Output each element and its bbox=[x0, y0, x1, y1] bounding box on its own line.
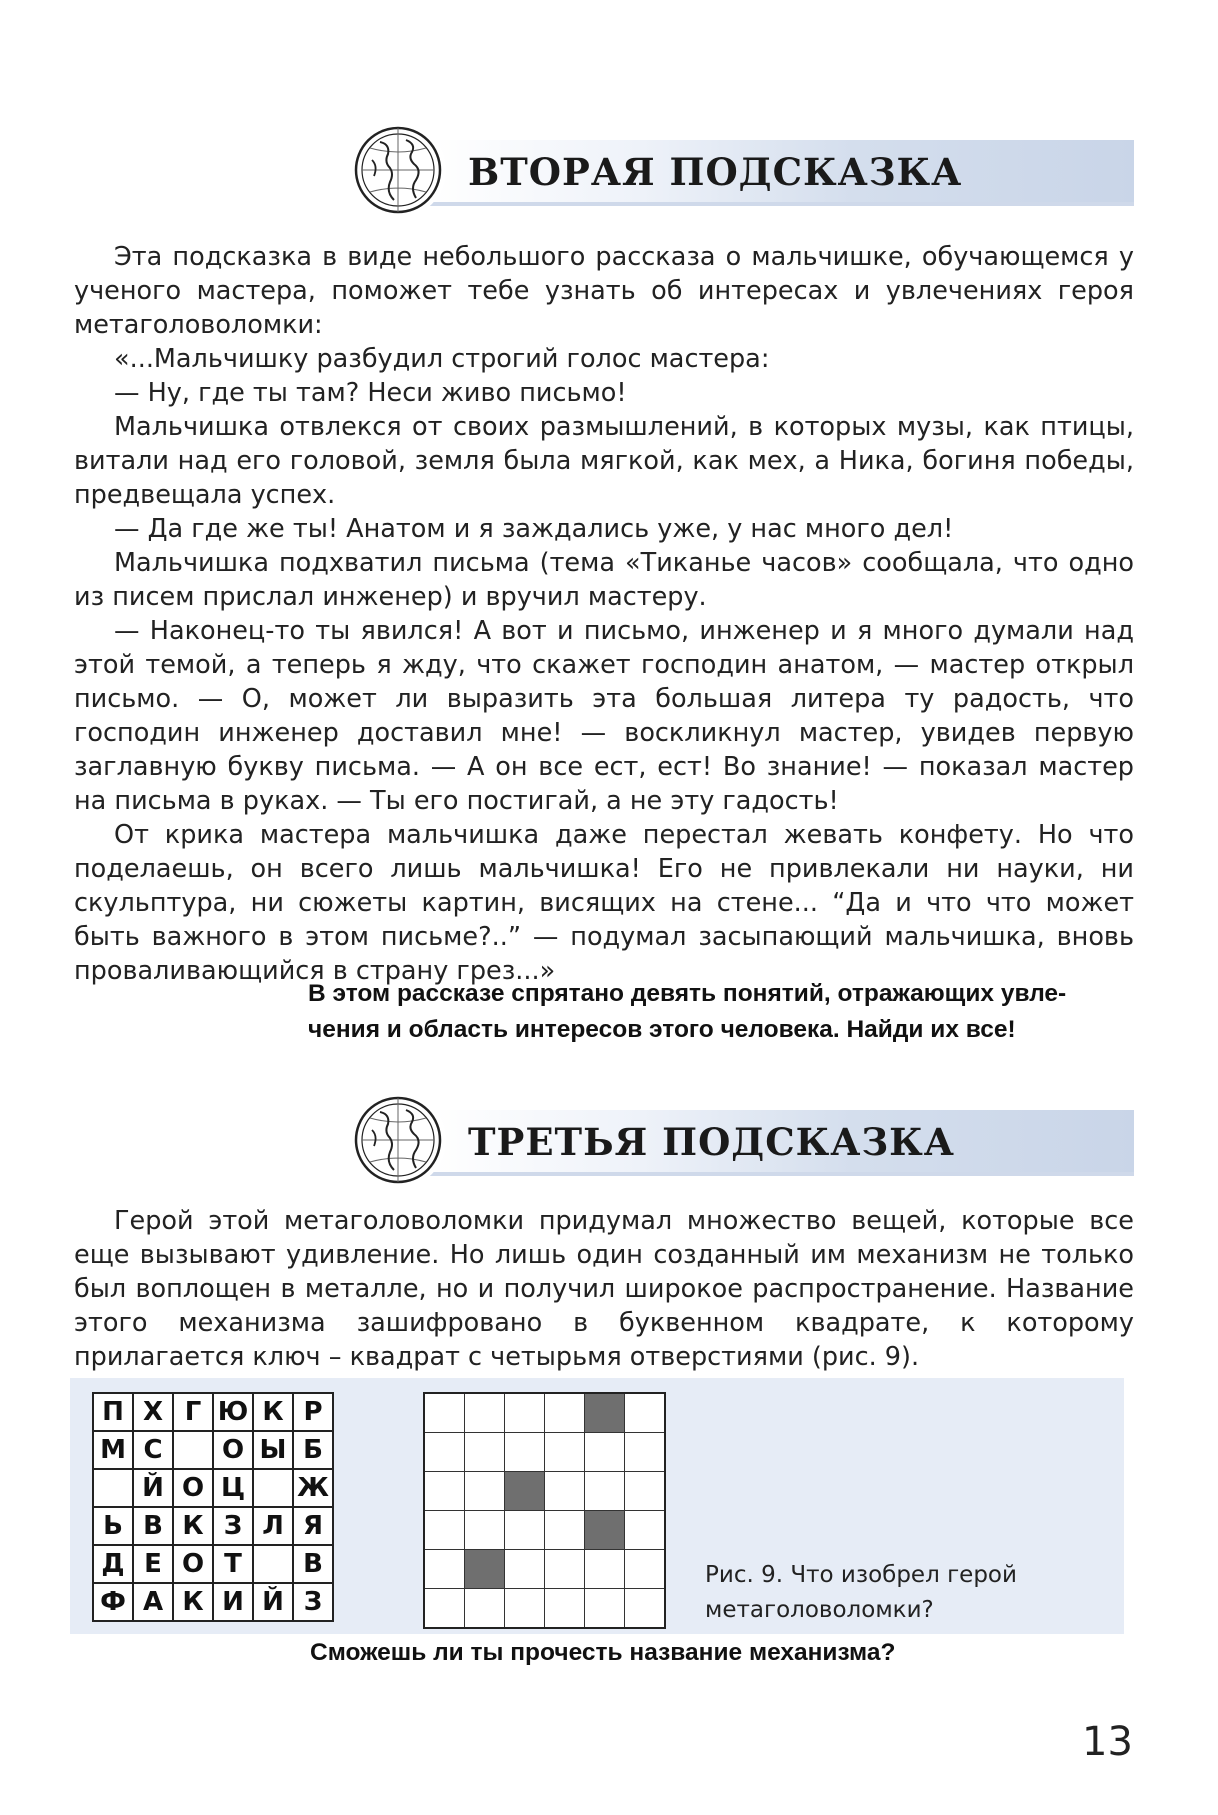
globe-icon bbox=[350, 1092, 446, 1188]
key-cell bbox=[545, 1433, 585, 1472]
key-cell bbox=[424, 1550, 465, 1589]
key-row bbox=[424, 1511, 665, 1550]
letter-cell: С bbox=[133, 1431, 173, 1469]
key-cell bbox=[545, 1511, 585, 1550]
key-cell bbox=[625, 1433, 666, 1472]
key-hole bbox=[585, 1511, 625, 1550]
section3-body bbox=[74, 1204, 1134, 1374]
letter-row bbox=[93, 1545, 333, 1583]
letter-row bbox=[93, 1393, 333, 1431]
letter-cell: Л bbox=[253, 1507, 293, 1545]
key-cell bbox=[545, 1472, 585, 1511]
section2-task: В этом рассказе спрятано девять понятий, отражающих увле- чения и область интересов этого человека. Найди их все! bbox=[308, 980, 1067, 1043]
letter-cell: З bbox=[293, 1583, 333, 1621]
letter-row bbox=[93, 1507, 333, 1545]
key-cell bbox=[505, 1433, 545, 1472]
key-cell bbox=[585, 1472, 625, 1511]
story-line: — Наконец-то ты явился! А вот и письмо, инженер и я много думали над этой темой, а теперь я жду, что скажет господин анатом, — мастер открыл письмо. — О, может ли выразить эта большая литера ту радость, что господин инженер доставил мне! — воскликнул мастер, увидев первую заглавную букву письма. — А он все ест, ест! Во знание! — показал мастер на письма в руках. — Ты его постигай, а не эту гадость! bbox=[74, 616, 1134, 816]
letter-cell: З bbox=[213, 1507, 253, 1545]
section2-title: ВТОРАЯ ПОДСКАЗКА bbox=[468, 150, 963, 194]
key-cell bbox=[625, 1511, 666, 1550]
letter-cell: Й bbox=[133, 1469, 173, 1507]
key-cell bbox=[545, 1550, 585, 1589]
letter-cell: Ь bbox=[93, 1507, 133, 1545]
key-cell bbox=[505, 1589, 545, 1629]
letter-cell: В bbox=[293, 1545, 333, 1583]
key-cell bbox=[465, 1589, 505, 1629]
letter-cell: Х bbox=[133, 1393, 173, 1431]
letter-cell: Ц bbox=[213, 1469, 253, 1507]
key-cell bbox=[424, 1589, 465, 1629]
key-row bbox=[424, 1472, 665, 1511]
globe-icon bbox=[350, 122, 446, 218]
key-hole bbox=[505, 1472, 545, 1511]
key-cell bbox=[585, 1550, 625, 1589]
story-line: Мальчишка подхватил письма (тема «Тиканье часов» сообщала, что одно из писем прислал инженер) и вручил мастеру. bbox=[74, 548, 1134, 612]
key-cell bbox=[465, 1511, 505, 1550]
key-cell bbox=[424, 1472, 465, 1511]
page-number: 13 bbox=[1082, 1719, 1133, 1765]
letter-cell: Й bbox=[253, 1583, 293, 1621]
section3-text: Герой этой метаголоволомки придумал множество вещей, которые все еще вызывают удивление. Но лишь один созданный им механизм не только был воплощен в металле, но и получил широкое распространение. Название этого механизма зашифровано в буквенном квадрате, к которому прилагается ключ – квадрат с четырьмя отверстиями (рис. 9). bbox=[74, 1206, 1134, 1372]
section2-header bbox=[350, 140, 1134, 250]
key-cell bbox=[585, 1589, 625, 1629]
letter-cell: О bbox=[173, 1545, 213, 1583]
story-line: От крика мастера мальчишка даже перестал жевать конфету. Но что поделаешь, он всего лишь мальчишка! Его не привлекали ни науки, ни скульптура, ни сюжеты картин, висящих на стене... “Да и что что может быть важного в этом письме?..” — подумал засыпающий мальчишка, вновь проваливающийся в страну грез...» bbox=[74, 820, 1134, 986]
figure-caption: Рис. 9. Что изобрел герой метаголоволомки? bbox=[705, 1562, 1017, 1623]
story-line: — Да где же ты! Анатом и я заждались уже, у нас много дел! bbox=[114, 514, 954, 544]
story-line: Мальчишка отвлекся от своих размышлений, в которых музы, как птицы, витали над его головой, земля была мягкой, как мех, а Ника, богиня победы, предвещала успех. bbox=[74, 412, 1134, 510]
letter-cell: П bbox=[93, 1393, 133, 1431]
section2-intro: Эта подсказка в виде небольшого рассказа о мальчишке, обучающемся у ученого мастера, поможет тебе узнать об интересах и увлечениях героя метаголоволомки: bbox=[74, 242, 1134, 340]
key-cell bbox=[585, 1433, 625, 1472]
key-cell bbox=[545, 1589, 585, 1629]
letter-cell: А bbox=[133, 1583, 173, 1621]
section3-question: Сможешь ли ты прочесть название механизма? bbox=[310, 1639, 896, 1666]
key-cell bbox=[465, 1433, 505, 1472]
letter-cell: О bbox=[213, 1431, 253, 1469]
letter-cell: М bbox=[93, 1431, 133, 1469]
letter-cell: К bbox=[173, 1507, 213, 1545]
letter-cell: Г bbox=[173, 1393, 213, 1431]
letter-cell bbox=[93, 1469, 133, 1507]
letter-cell: Ю bbox=[213, 1393, 253, 1431]
key-cell bbox=[625, 1393, 666, 1433]
letter-cell: Ф bbox=[93, 1583, 133, 1621]
key-cell bbox=[505, 1393, 545, 1433]
key-cell bbox=[505, 1511, 545, 1550]
key-cell bbox=[465, 1393, 505, 1433]
key-cell bbox=[625, 1550, 666, 1589]
letter-cell bbox=[253, 1469, 293, 1507]
key-cell bbox=[545, 1393, 585, 1433]
key-row bbox=[424, 1550, 665, 1589]
key-row bbox=[424, 1393, 665, 1433]
key-cell bbox=[465, 1472, 505, 1511]
letter-cell: Т bbox=[213, 1545, 253, 1583]
key-cell bbox=[424, 1511, 465, 1550]
letter-cell: К bbox=[173, 1583, 213, 1621]
letter-cell: К bbox=[253, 1393, 293, 1431]
key-square bbox=[423, 1392, 666, 1629]
section3-title: ТРЕТЬЯ ПОДСКАЗКА bbox=[468, 1120, 955, 1164]
key-cell bbox=[625, 1472, 666, 1511]
letter-row bbox=[93, 1583, 333, 1621]
letter-cell: Ы bbox=[253, 1431, 293, 1469]
key-hole bbox=[465, 1550, 505, 1589]
key-cell bbox=[505, 1550, 545, 1589]
story-line: «...Мальчишку разбудил строгий голос мастера: bbox=[114, 344, 770, 374]
key-cell bbox=[424, 1393, 465, 1433]
section2-body bbox=[74, 240, 1134, 988]
key-cell bbox=[424, 1433, 465, 1472]
key-cell bbox=[625, 1589, 666, 1629]
letter-cell: Ж bbox=[293, 1469, 333, 1507]
letter-cell: Р bbox=[293, 1393, 333, 1431]
key-row bbox=[424, 1433, 665, 1472]
letter-cell bbox=[173, 1431, 213, 1469]
letter-cell: Я bbox=[293, 1507, 333, 1545]
letter-cell: Д bbox=[93, 1545, 133, 1583]
key-hole bbox=[585, 1393, 625, 1433]
letter-square bbox=[92, 1392, 334, 1622]
letter-cell: В bbox=[133, 1507, 173, 1545]
letter-row bbox=[93, 1469, 333, 1507]
letter-cell bbox=[253, 1545, 293, 1583]
letter-row bbox=[93, 1431, 333, 1469]
story-line: — Ну, где ты там? Неси живо письмо! bbox=[114, 378, 627, 408]
letter-cell: И bbox=[213, 1583, 253, 1621]
letter-cell: Б bbox=[293, 1431, 333, 1469]
letter-cell: Е bbox=[133, 1545, 173, 1583]
letter-cell: О bbox=[173, 1469, 213, 1507]
key-row bbox=[424, 1589, 665, 1629]
